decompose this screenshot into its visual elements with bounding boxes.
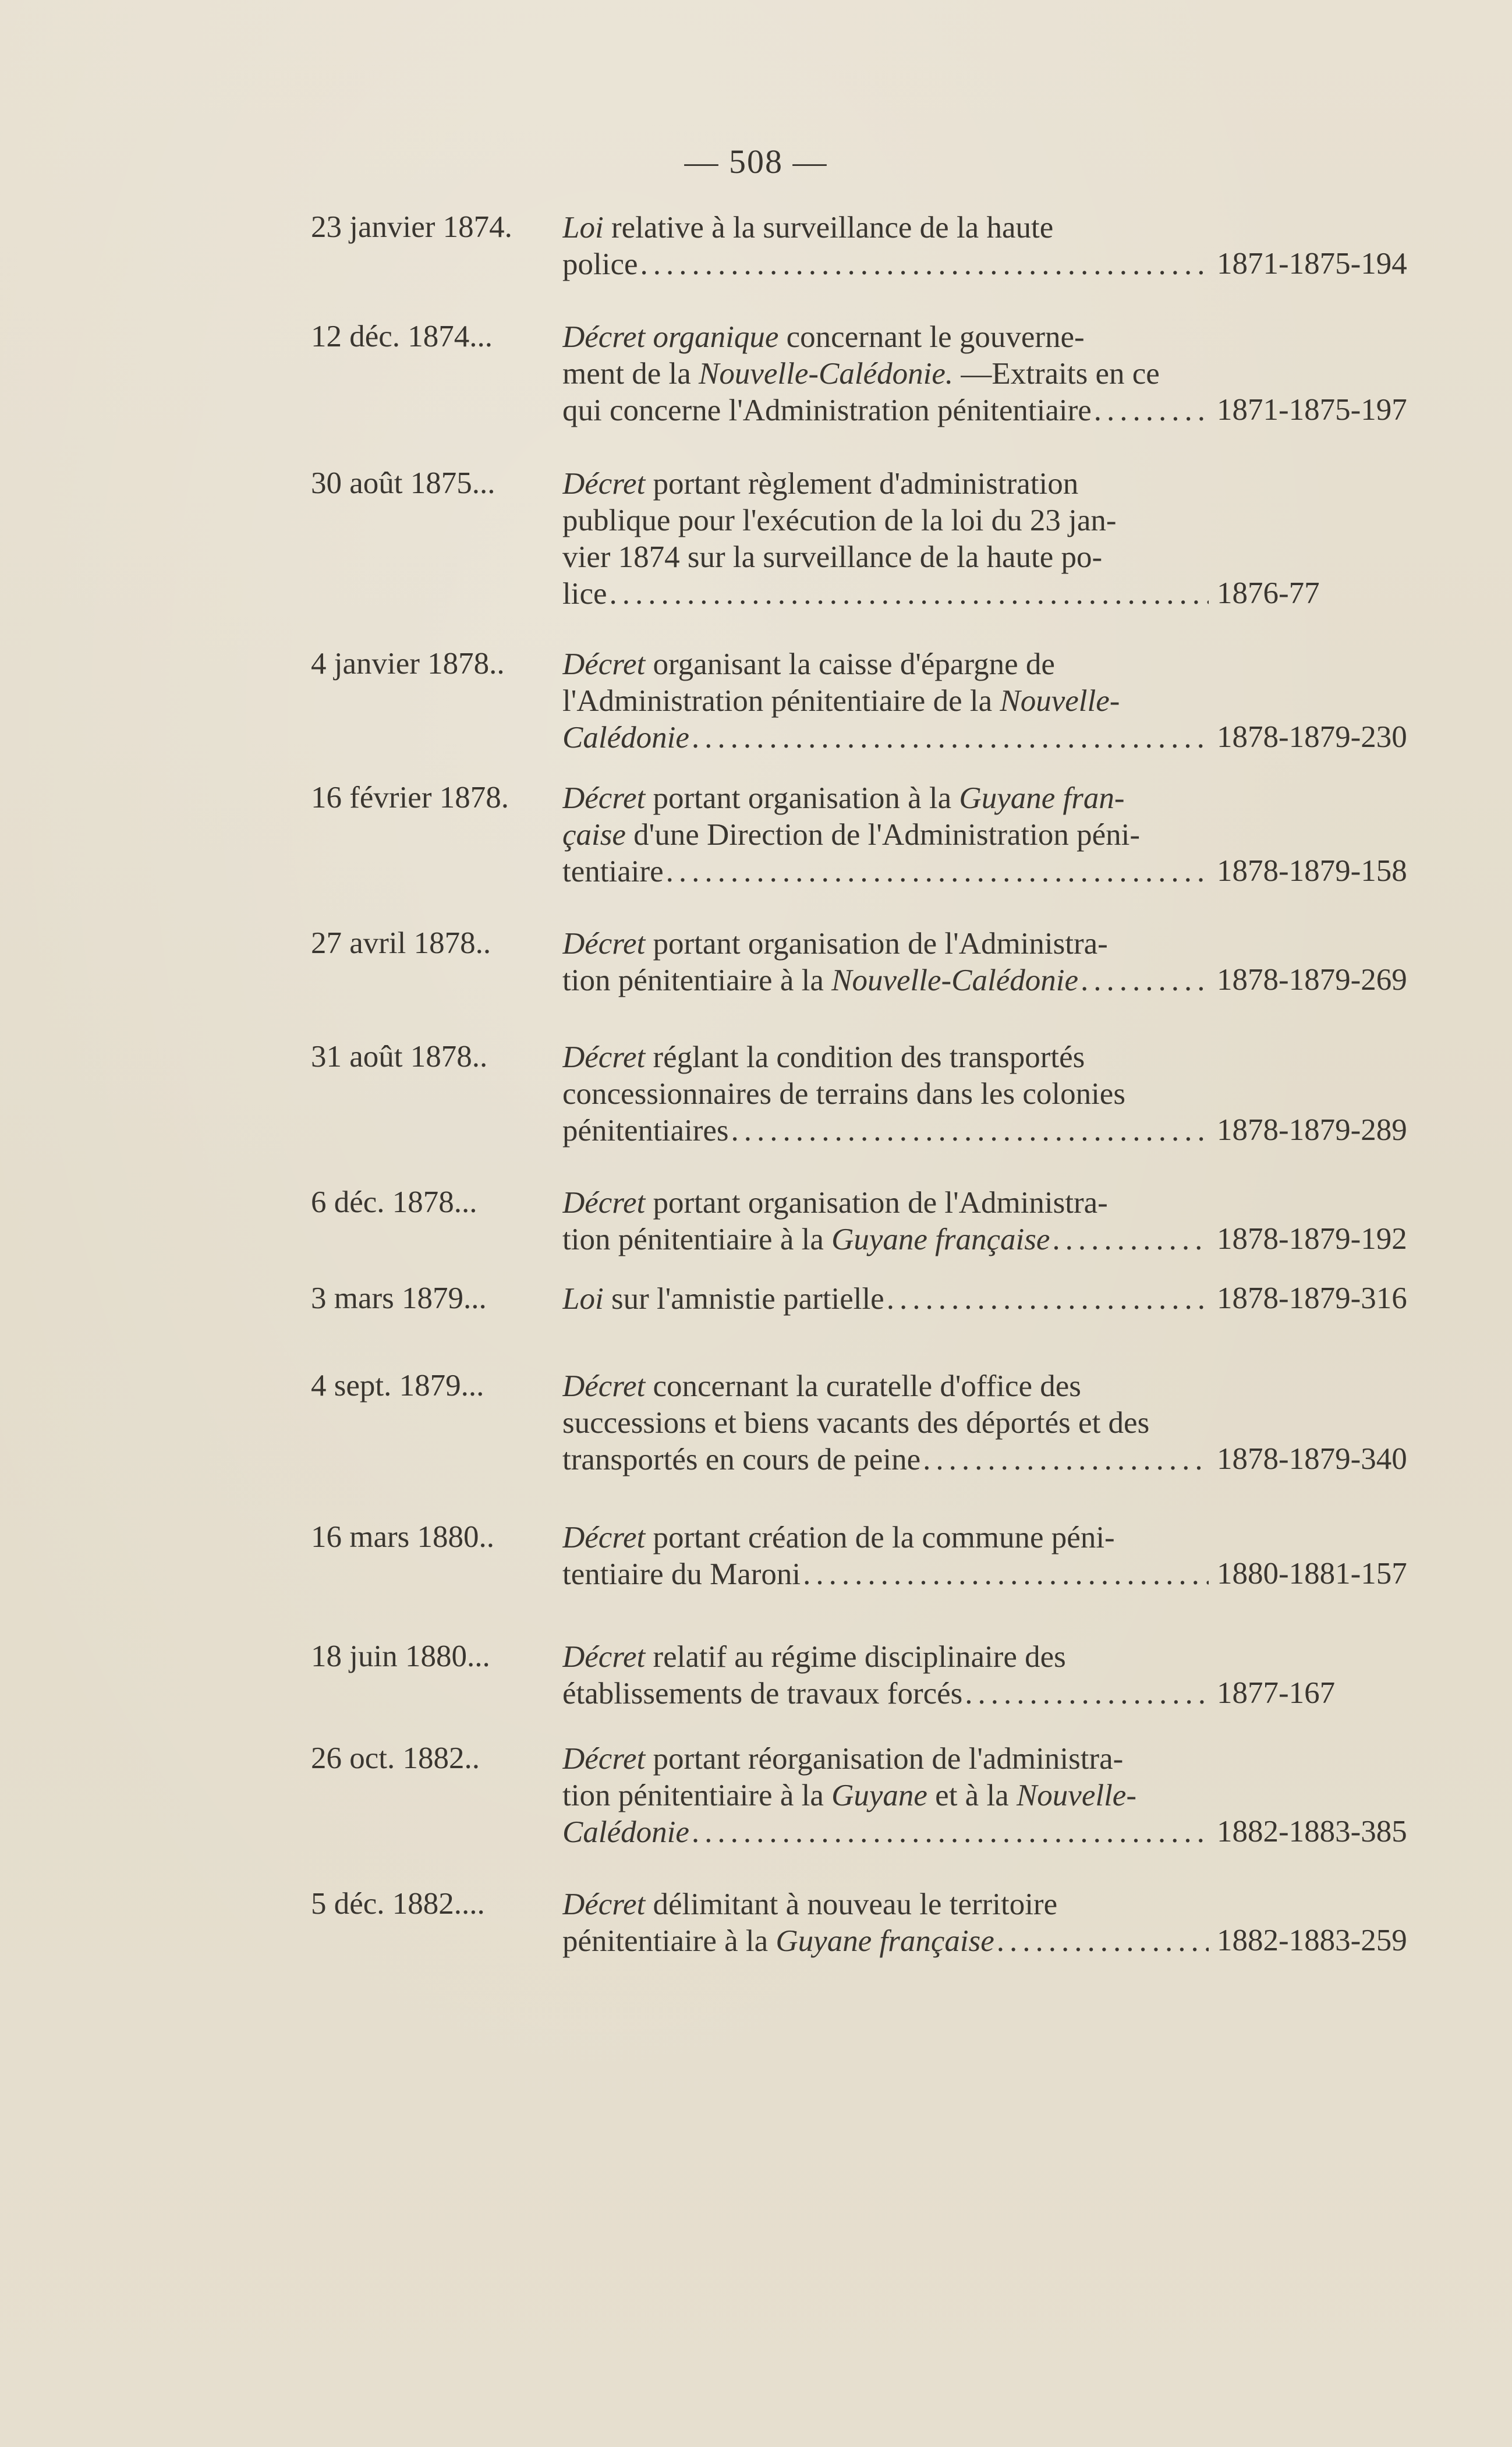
entry-reference: 1876-77 bbox=[1217, 576, 1320, 610]
description-last-line bbox=[562, 1923, 1209, 1960]
description-last-line bbox=[562, 1442, 1209, 1478]
description-text: Calédonie bbox=[562, 1815, 689, 1849]
entry-description bbox=[562, 1741, 1209, 1851]
dot-leader bbox=[638, 246, 1209, 283]
entry-reference: 1871-1875-194 bbox=[1217, 247, 1407, 281]
entry-description bbox=[562, 1639, 1209, 1712]
description-line: Décret organisant la caisse d'épargne de bbox=[562, 647, 1055, 681]
description-line: Décret portant organisation de l'Administra- bbox=[562, 927, 1108, 961]
entry-date: 16 février 1878. bbox=[311, 781, 509, 815]
dot-leader bbox=[664, 854, 1209, 890]
description-line: Décret portant réorganisation de l'administra- bbox=[562, 1742, 1124, 1776]
entry-description bbox=[562, 1185, 1209, 1258]
entry-reference: 1878-1879-192 bbox=[1217, 1222, 1407, 1256]
entry-description bbox=[562, 1281, 1209, 1318]
entry-reference: 1871-1875-197 bbox=[1217, 393, 1407, 427]
entry-description bbox=[562, 319, 1209, 429]
description-last-line bbox=[562, 720, 1209, 756]
entry-date: 26 oct. 1882.. bbox=[311, 1741, 480, 1775]
dot-leader bbox=[1078, 962, 1209, 999]
entry-description bbox=[562, 926, 1209, 999]
description-text: Calédonie bbox=[562, 721, 689, 755]
description-text: pénitentiaires bbox=[562, 1114, 729, 1148]
description-line: Loi relative à la surveillance de la haute bbox=[562, 211, 1054, 245]
entry-reference: 1882-1883-385 bbox=[1217, 1815, 1407, 1848]
dot-leader bbox=[1050, 1221, 1209, 1258]
entry-reference: 1878-1879-158 bbox=[1217, 854, 1407, 888]
dot-leader bbox=[962, 1676, 1209, 1712]
description-last-line bbox=[562, 246, 1209, 283]
dot-leader bbox=[1092, 392, 1209, 429]
entry-date: 3 mars 1879... bbox=[311, 1281, 487, 1315]
description-line: publique pour l'exécution de la loi du 23 jan- bbox=[562, 504, 1117, 537]
description-last-line bbox=[562, 1556, 1209, 1593]
description-line: çaise d'une Direction de l'Administration péni- bbox=[562, 818, 1140, 852]
entry-reference: 1878-1879-269 bbox=[1217, 963, 1407, 997]
description-line: Décret portant règlement d'administration bbox=[562, 467, 1079, 501]
description-text: tion pénitentiaire à la Guyane française bbox=[562, 1223, 1050, 1256]
entry-reference: 1878-1879-316 bbox=[1217, 1281, 1407, 1315]
description-line: Décret portant création de la commune péni- bbox=[562, 1521, 1115, 1554]
description-text: établissements de travaux forcés bbox=[562, 1677, 963, 1711]
entry-date: 18 juin 1880... bbox=[311, 1639, 490, 1673]
entry-description bbox=[562, 466, 1209, 612]
description-line: ment de la Nouvelle-Calédonie. —Extraits en ce bbox=[562, 357, 1160, 391]
description-line: Décret relatif au régime disciplinaire des bbox=[562, 1640, 1066, 1674]
entry-date: 27 avril 1878.. bbox=[311, 926, 491, 960]
description-line: vier 1874 sur la surveillance de la haute po- bbox=[562, 540, 1103, 574]
description-last-line bbox=[562, 1221, 1209, 1258]
dot-leader bbox=[689, 1814, 1209, 1851]
dot-leader bbox=[689, 720, 1209, 756]
entry-description bbox=[562, 646, 1209, 756]
dot-leader bbox=[994, 1923, 1209, 1960]
entry-reference: 1878-1879-340 bbox=[1217, 1442, 1407, 1476]
entry-date: 5 déc. 1882.... bbox=[311, 1887, 485, 1921]
dot-leader bbox=[920, 1442, 1209, 1478]
entry-date: 4 janvier 1878.. bbox=[311, 647, 505, 681]
description-line: Décret délimitant à nouveau le territoire bbox=[562, 1888, 1058, 1921]
description-line: successions et biens vacants des déportés et des bbox=[562, 1406, 1150, 1440]
entry-date: 31 août 1878.. bbox=[311, 1040, 488, 1074]
description-text: lice bbox=[562, 577, 607, 611]
description-text: tentiaire bbox=[562, 855, 664, 888]
entry-reference: 1877-167 bbox=[1217, 1676, 1336, 1710]
description-last-line bbox=[562, 962, 1209, 999]
description-last-line bbox=[562, 576, 1209, 612]
entry-description bbox=[562, 780, 1209, 890]
description-line: Décret portant organisation de l'Administra- bbox=[562, 1186, 1108, 1220]
dot-leader bbox=[729, 1113, 1209, 1149]
entry-date: 12 déc. 1874... bbox=[311, 320, 493, 353]
description-text: Loi sur l'amnistie partielle bbox=[562, 1282, 884, 1316]
entry-reference: 1882-1883-259 bbox=[1217, 1924, 1407, 1957]
entry-description bbox=[562, 1886, 1209, 1960]
entry-reference: 1880-1881-157 bbox=[1217, 1557, 1407, 1591]
description-text: transportés en cours de peine bbox=[562, 1443, 921, 1476]
entry-date: 16 mars 1880.. bbox=[311, 1520, 495, 1554]
description-line: tion pénitentiaire à la Guyane et à la Nouvelle- bbox=[562, 1779, 1136, 1812]
description-last-line bbox=[562, 1113, 1209, 1149]
description-line: Décret portant organisation à la Guyane fran- bbox=[562, 781, 1125, 815]
entry-date: 23 janvier 1874. bbox=[311, 210, 512, 244]
description-last-line bbox=[562, 854, 1209, 890]
entry-description bbox=[562, 1368, 1209, 1478]
description-line: concessionnaires de terrains dans les colonies bbox=[562, 1077, 1125, 1111]
entry-reference: 1878-1879-289 bbox=[1217, 1113, 1407, 1147]
entry-reference: 1878-1879-230 bbox=[1217, 720, 1407, 754]
description-line: l'Administration pénitentiaire de la Nouvelle- bbox=[562, 684, 1120, 718]
description-last-line bbox=[562, 392, 1209, 429]
description-text: qui concerne l'Administration pénitentiaire bbox=[562, 394, 1092, 427]
dot-leader bbox=[884, 1281, 1209, 1318]
entry-date: 4 sept. 1879... bbox=[311, 1369, 484, 1403]
dot-leader bbox=[607, 576, 1209, 612]
description-text: tion pénitentiaire à la Nouvelle-Calédonie bbox=[562, 964, 1078, 997]
description-last-line bbox=[562, 1814, 1209, 1851]
entry-date: 6 déc. 1878... bbox=[311, 1185, 477, 1219]
description-text: police bbox=[562, 247, 638, 281]
entry-description bbox=[562, 1039, 1209, 1149]
description-last-line bbox=[562, 1676, 1209, 1712]
description-line: Décret organique concernant le gouverne- bbox=[562, 320, 1085, 354]
description-text: pénitentiaire à la Guyane française bbox=[562, 1924, 994, 1958]
dot-leader bbox=[801, 1556, 1209, 1593]
description-last-line bbox=[562, 1281, 1209, 1318]
entry-description bbox=[562, 210, 1209, 283]
description-line: Décret réglant la condition des transportés bbox=[562, 1040, 1085, 1074]
description-line: Décret concernant la curatelle d'office des bbox=[562, 1369, 1081, 1403]
description-text: tentiaire du Maroni bbox=[562, 1557, 801, 1591]
page-number: — 508 — bbox=[684, 143, 828, 180]
entry-date: 30 août 1875... bbox=[311, 466, 495, 500]
entry-description bbox=[562, 1520, 1209, 1593]
